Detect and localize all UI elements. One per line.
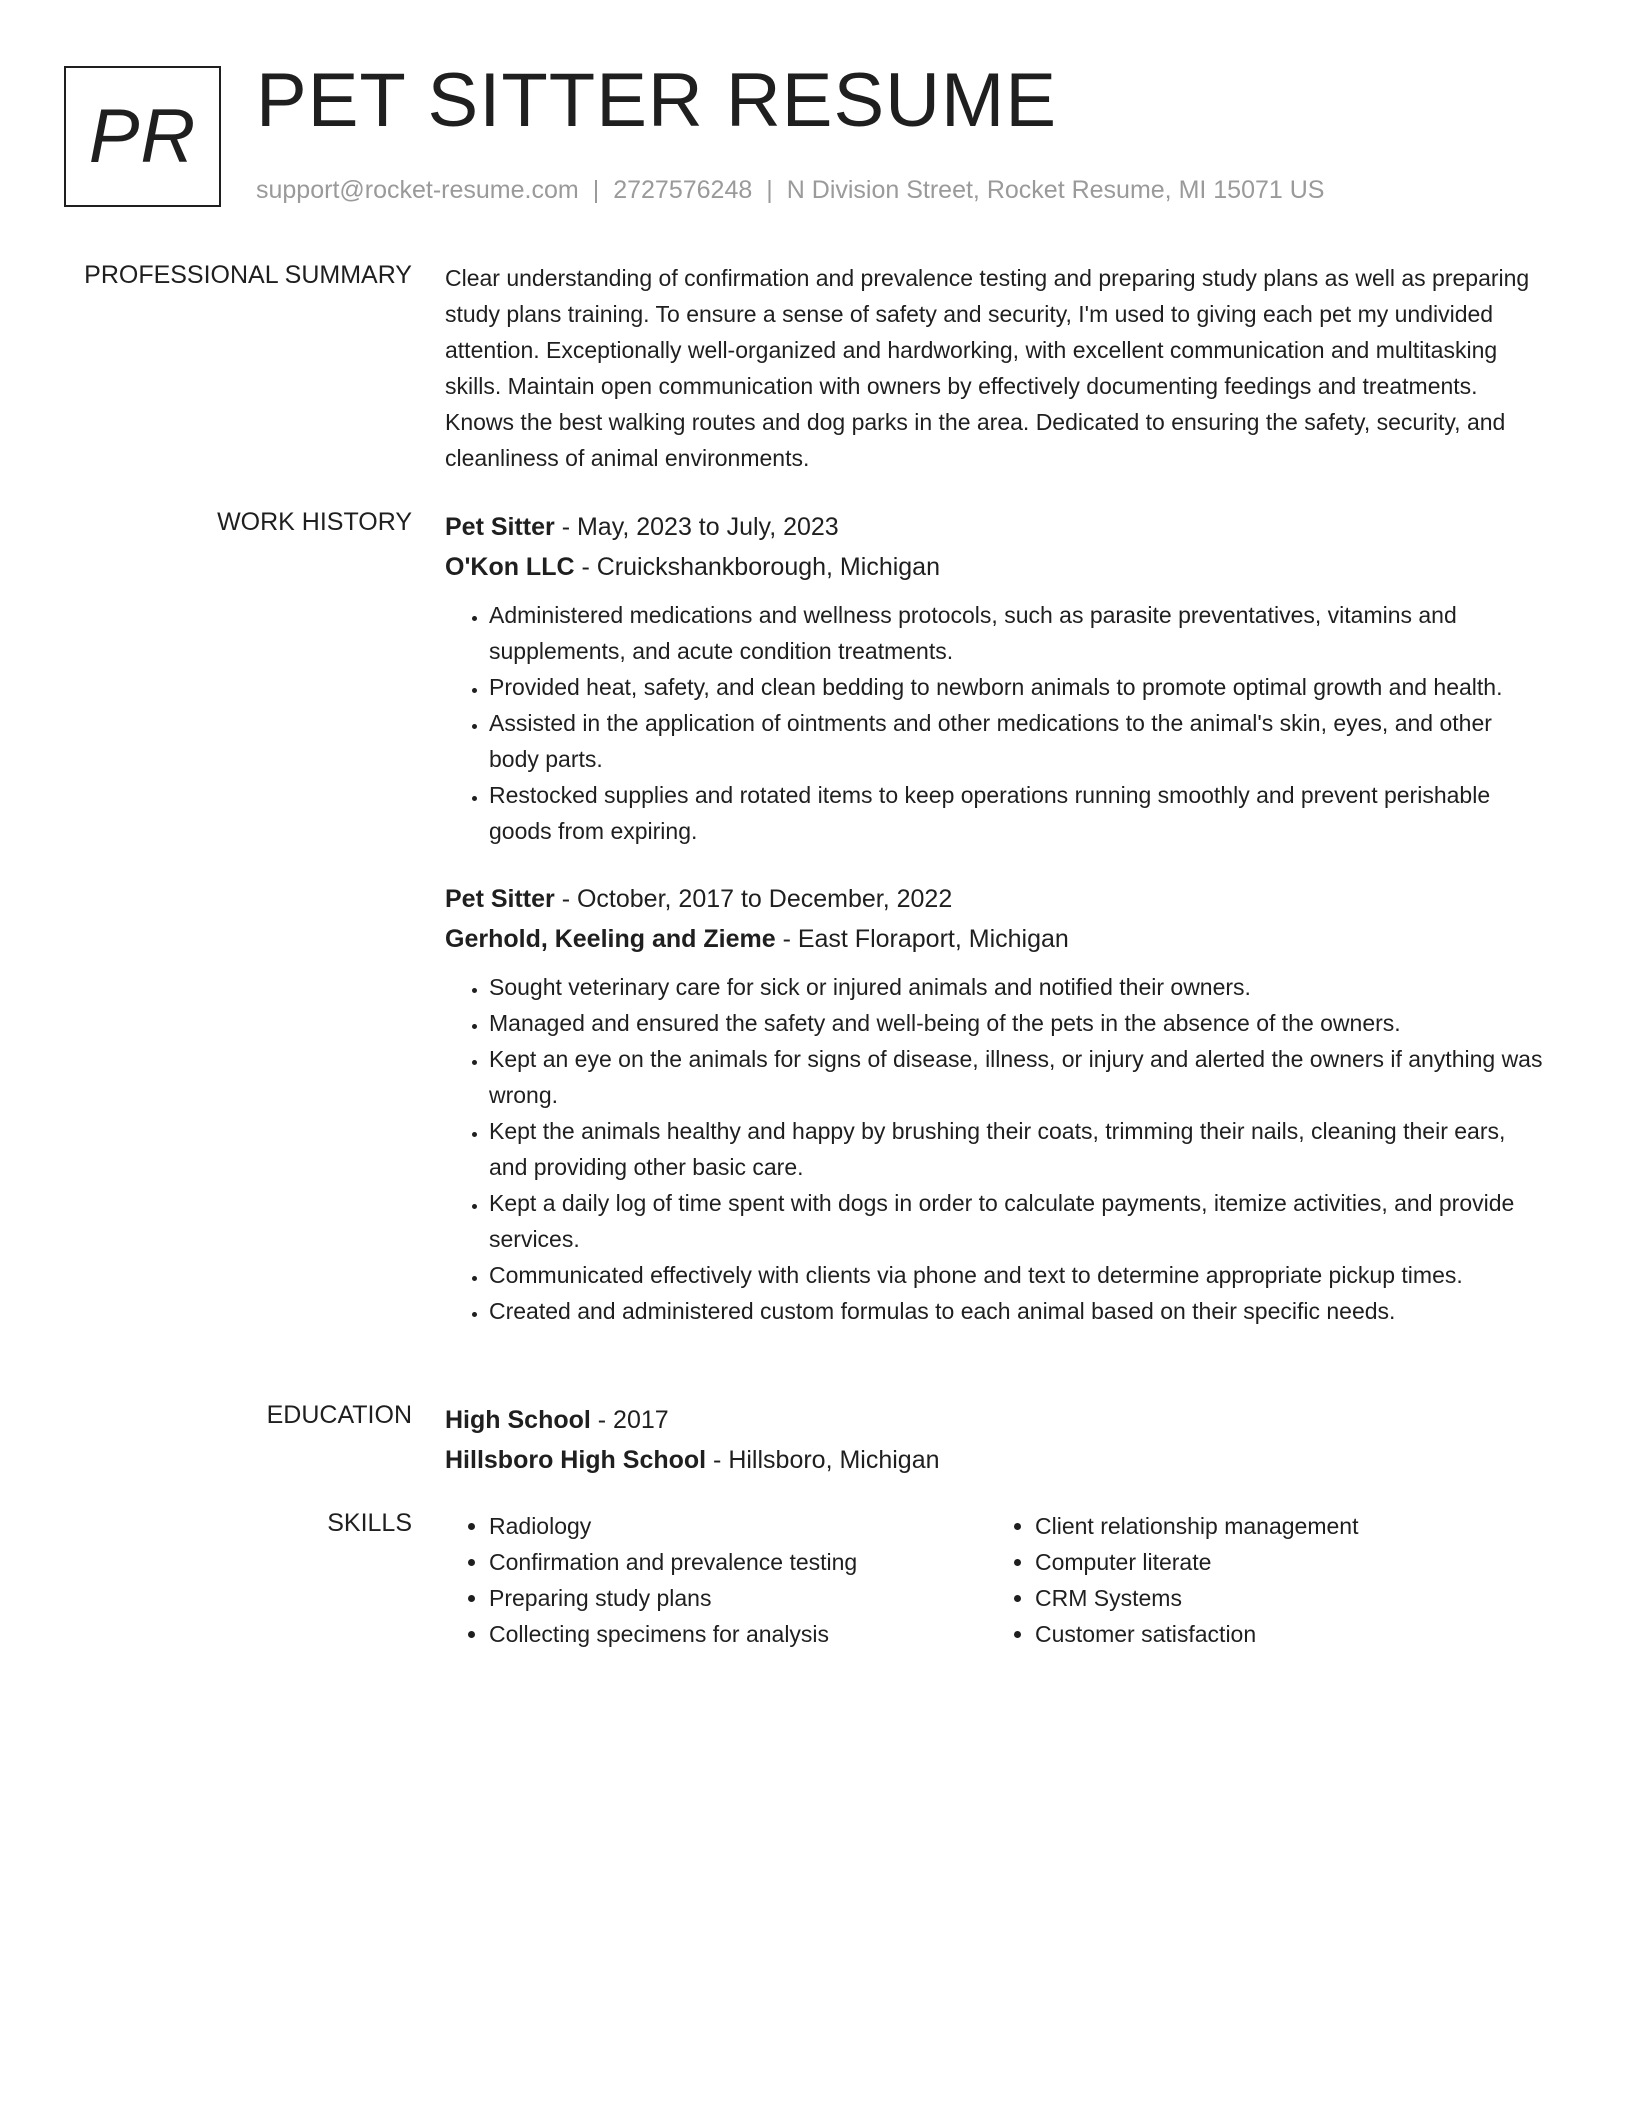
skills-list-left bbox=[445, 1508, 989, 1652]
education-degree: High School bbox=[445, 1406, 591, 1434]
job-bullet: • Provided heat, safety, and clean bedding to newborn animals to promote optimal growth and health. bbox=[489, 669, 1545, 705]
education-school: Hillsboro High School bbox=[445, 1446, 707, 1474]
education-location: - Hillsboro, Michigan bbox=[706, 1446, 940, 1474]
job-bullet: • Assisted in the application of ointments and other medications to the animal's skin, eyes, and other body parts. bbox=[489, 705, 1545, 777]
job-bullet: • Restocked supplies and rotated items to keep operations running smoothly and prevent perishable goods from expiring. bbox=[489, 777, 1545, 849]
job-bullet: • Managed and ensured the safety and well-being of the pets in the absence of the owners. bbox=[489, 1005, 1545, 1041]
skills-list-right bbox=[991, 1508, 1535, 1652]
job-title-line bbox=[445, 879, 1545, 919]
section-label-skills: SKILLS bbox=[327, 1509, 412, 1537]
skill-item: • Preparing study plans bbox=[489, 1580, 989, 1616]
job-bullet: • Kept a daily log of time spent with dogs in order to calculate payments, itemize activities, and provide services. bbox=[489, 1185, 1545, 1257]
job-bullet: • Created and administered custom formulas to each animal based on their specific needs. bbox=[489, 1293, 1545, 1329]
job-location: - East Floraport, Michigan bbox=[775, 925, 1069, 953]
job-bullet: • Kept an eye on the animals for signs of disease, illness, or injury and alerted the owners if anything was wrong. bbox=[489, 1041, 1545, 1113]
job-dates: - October, 2017 to December, 2022 bbox=[554, 885, 953, 913]
job-bullet: • Sought veterinary care for sick or injured animals and notified their owners. bbox=[489, 969, 1545, 1005]
job-company-line bbox=[445, 919, 1545, 959]
contact-address: N Division Street, Rocket Resume, MI 15071 US bbox=[786, 176, 1325, 204]
skill-item: • Computer literate bbox=[1035, 1544, 1535, 1580]
skill-item: • Radiology bbox=[489, 1508, 989, 1544]
work-history-body bbox=[445, 507, 1545, 1329]
job-dates: - May, 2023 to July, 2023 bbox=[554, 513, 839, 541]
education-school-line bbox=[445, 1440, 1545, 1480]
summary-text: Clear understanding of confirmation and prevalence testing and preparing study plans as well as preparing study plans training. To ensure a sense of safety and security, I'm used to giving each pet my undivided attention. Exceptionally well-organized and hardworking, with excellent communication and multitasking skills. Maintain open communication with owners by effectively documenting feedings and treatments. Knows the best walking routes and dog parks in the area. Dedicated to ensuring the safety, security, and cleanliness of animal environments. bbox=[445, 265, 1530, 471]
section-label-education: EDUCATION bbox=[266, 1401, 412, 1429]
job-entry bbox=[445, 879, 1545, 1329]
skill-item: • Collecting specimens for analysis bbox=[489, 1616, 989, 1652]
job-title-line bbox=[445, 507, 1545, 547]
monogram-box bbox=[64, 66, 221, 207]
job-company: Gerhold, Keeling and Zieme bbox=[445, 925, 776, 953]
monogram-initials: PR bbox=[88, 94, 197, 179]
contact-line bbox=[256, 175, 1324, 205]
skills-body bbox=[445, 1508, 1545, 1652]
job-bullet-list bbox=[445, 597, 1545, 849]
contact-separator: | bbox=[592, 176, 600, 204]
contact-email: support@rocket-resume.com bbox=[256, 176, 579, 204]
section-label-work-history: WORK HISTORY bbox=[217, 508, 412, 536]
job-bullet: • Administered medications and wellness protocols, such as parasite preventatives, vitamins and supplements, and acute condition treatments. bbox=[489, 597, 1545, 669]
job-title: Pet Sitter bbox=[445, 513, 555, 541]
job-title: Pet Sitter bbox=[445, 885, 555, 913]
job-bullet: • Communicated effectively with clients via phone and text to determine appropriate pickup times. bbox=[489, 1257, 1545, 1293]
job-bullet-list bbox=[445, 969, 1545, 1329]
summary-body bbox=[445, 260, 1545, 476]
skill-item: • Client relationship management bbox=[1035, 1508, 1535, 1544]
contact-separator: | bbox=[766, 176, 773, 204]
job-entry bbox=[445, 507, 1545, 849]
job-company-line bbox=[445, 547, 1545, 587]
job-company: O'Kon LLC bbox=[445, 553, 575, 581]
job-location: - Cruickshankborough, Michigan bbox=[574, 553, 940, 581]
education-year: - 2017 bbox=[590, 1406, 669, 1434]
education-body bbox=[445, 1400, 1545, 1480]
resume-title: PET SITTER RESUME bbox=[256, 58, 1058, 143]
section-label-summary: PROFESSIONAL SUMMARY bbox=[84, 261, 412, 289]
job-bullet: • Kept the animals healthy and happy by brushing their coats, trimming their nails, cleaning their ears, and providing other basic care. bbox=[489, 1113, 1545, 1185]
contact-phone: 2727576248 bbox=[613, 176, 753, 204]
education-degree-line bbox=[445, 1400, 1545, 1440]
skill-item: • Customer satisfaction bbox=[1035, 1616, 1535, 1652]
skill-item: • CRM Systems bbox=[1035, 1580, 1535, 1616]
skill-item: • Confirmation and prevalence testing bbox=[489, 1544, 989, 1580]
